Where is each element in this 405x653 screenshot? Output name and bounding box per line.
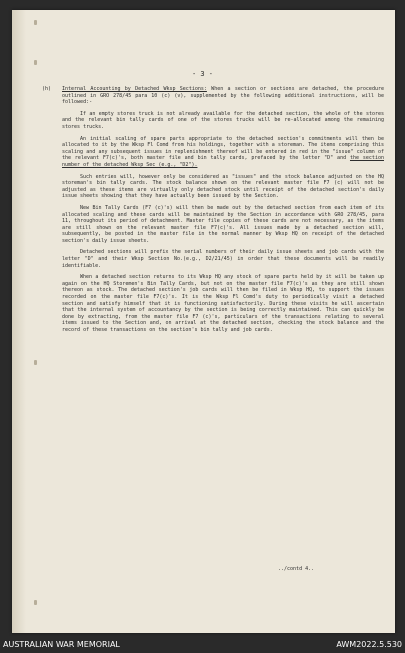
paragraph-2-text: An initial scaling of spare parts appropriate to the detached section's commitments will then be allocated to it by the Wksp Fl Comd from his holdings, together with a storeman. The items comprising this scaling and any subsequent issues in replenishment thereof will be entered in red in the "issue" column of the relevant F7(c)'s, both master file and bin tally cards, prefaced by the letter "D" and [62,135,384,162]
paragraph-2 [62,136,384,169]
staple-mark [34,20,37,25]
staple-mark [34,600,37,605]
staple-mark [34,60,37,65]
section-heading: Internal Accounting by Detached Wksp Sections: [62,86,207,92]
continued-note: ../contd 4.. [278,566,315,572]
paragraph-2-underlined-text: the section number of the detached Wksp Sec (e.g., "D2"). [62,155,384,168]
footer-bar [0,636,405,653]
paragraph-5: Detached sections will prefix the serial numbers of their daily issue sheets and job cards with the letter "D" and their Wksp Section No.(e.g., D2/21/45) in order that these documents will be readily identifiable. [62,249,384,269]
page-number: - 3 - [191,70,214,78]
footer-institution: AUSTRALIAN WAR MEMORIAL [3,640,120,649]
paragraph-3: Such entries will, however only be considered as "issues" and the stock balance adjusted on the HQ storeman's bin tally cards. The stock balance shown on the relevant master file F7 (c) will not be adjusted as these items are virtually only detached stock until receipt of the detached section's daily issue sheets showing that they have actually been issued by the Section. [62,173,384,200]
staple-mark [34,360,37,365]
section-intro [62,86,384,106]
document-body [42,86,384,339]
paragraph-1: If an empty stores truck is not already available for the detached section, the whole of the stores and the relevant bin tally cards of one of the stores trucks will be re-allocated among the remaining stores trucks. [62,110,384,130]
paragraph-4: New Bin Tally Cards (F7 (c)'s) will then be made out by the detached section from each item of its allocated scaling and these cards will be maintained by the Section in accordance with GRO 278/45, para 11, throughout its period of detachment. Master file copies of these cards are not necessary, as the items are still shown on the relevant master file F7(c)'s. All issues made by a detached section will, subsequently, be posted in the master file in the normal manner by Wksp HQ on receipt of the detached section's daily issue sheets. [62,204,384,244]
paragraph-6: When a detached section returns to its Wksp HQ any stock of spare parts held by it will be taken up again on the HQ Storemen's Bin Tally Cards, but not on the master file F7(c)'s as they are still shown thereon as stock. The detached section's job cards will then be filed in Wksp HQ, to support the issues recorded on the master file F7(c)'s. It is the Wksp Fl Comd's duty to periodically visit a detached section and satisfy himself that it is functioning satisfactorily. During these visits he will ascertain that the internal system of accountancy by the section is being correctly maintained. This can quickly be done by extracting, from the master file F7 (c)'s, particulars of the transactions relating to several items issued to the Section and, on arrival at the detached section, checking the stock balance and the record of these transactions on the section's bin tally and job cards. [62,274,384,333]
section-mark: (h) [42,86,52,92]
footer-accession-number: AWM2022.5.530 [336,640,402,649]
section-intro-text: When a section or sections are detached, the procedure outlined in GRO 278/45 para 10 (c) (v), supplemented by the following additional instructions, will be followed:- [62,86,384,106]
page-binding-edge [12,10,26,633]
